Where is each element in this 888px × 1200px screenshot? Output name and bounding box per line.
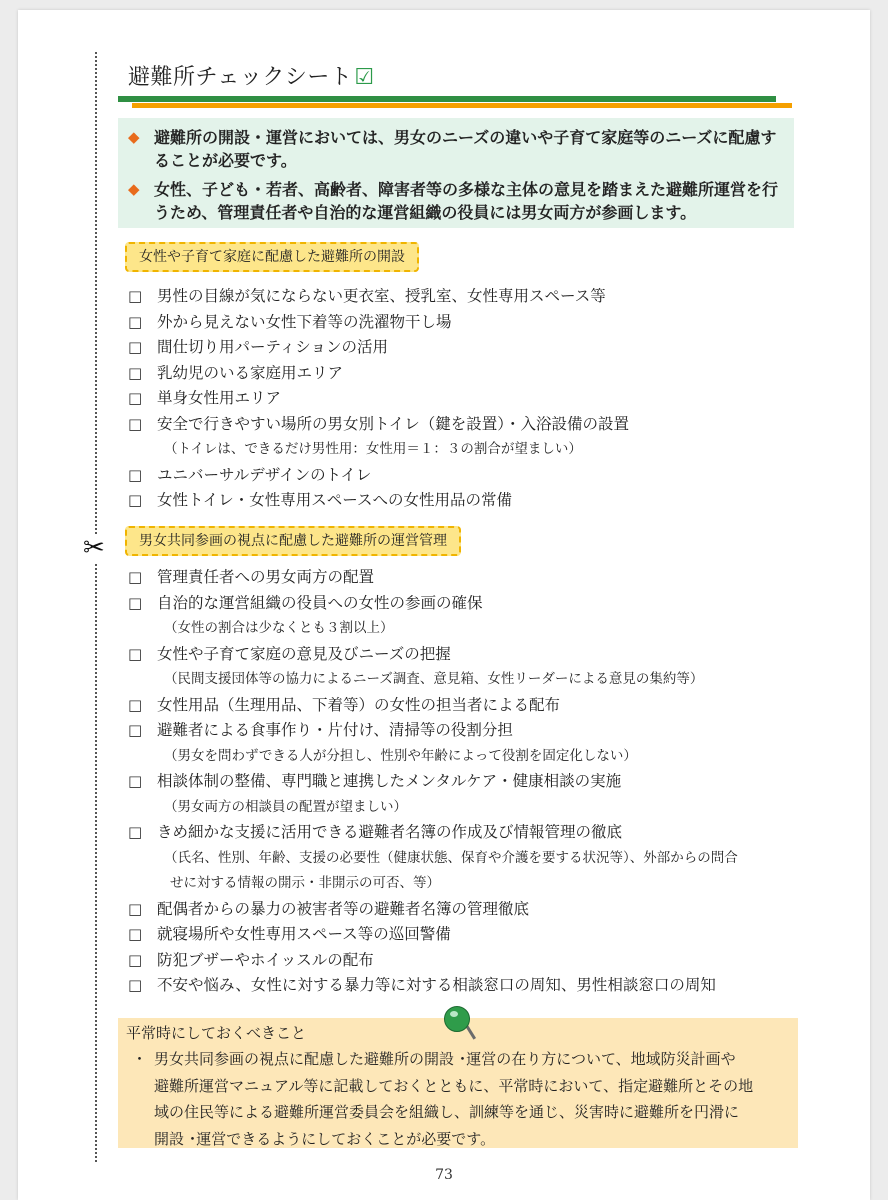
normal-time-body [126, 1046, 788, 1152]
checkbox-icon[interactable]: □ [128, 465, 143, 484]
checkbox-icon[interactable]: □ [128, 287, 143, 305]
checkbox-icon[interactable]: □ [128, 312, 143, 331]
checkbox-icon[interactable]: □ [128, 721, 143, 739]
title-rule-orange [132, 103, 792, 108]
scissors-icon: ✂ [83, 533, 105, 563]
intro-text: 避難所の開設・運営においては、男女のニーズの違いや子育て家庭等のニーズに配慮することが必要です。 [154, 128, 777, 170]
checklist-item [128, 565, 808, 591]
checklist-opening [128, 284, 808, 514]
title-rule-green [118, 96, 776, 102]
intro-item [128, 126, 782, 172]
checklist-item [128, 284, 808, 310]
checklist-item [128, 718, 808, 744]
checkbox-icon[interactable]: □ [128, 976, 143, 994]
checklist-item-text: 配偶者からの暴力の被害者等の避難者名簿の管理徹底 [157, 899, 530, 918]
checklist-item-text: 避難者による食事作り・片付け、清掃等の役割分担 [157, 721, 513, 739]
checklist-item-note: （男女両方の相談員の配置が望ましい） [164, 798, 407, 815]
checklist-item-note: （民間支援団体等の協力によるニーズ調査、意見箱、女性リーダーによる意見の集約等） [164, 671, 704, 687]
checklist-item-text: 女性トイレ・女性専用スペースへの女性用品の常備 [157, 491, 512, 509]
checklist-item-text: 相談体制の整備、専門職と連携したメンタルケア・健康相談の実施 [157, 772, 622, 790]
checklist-item-text: 間仕切り用パーティションの活用 [157, 338, 388, 356]
normal-time-line: 避難所運営マニュアル等に記載しておくとともに、平常時において、指定避難所とその地 [154, 1076, 754, 1095]
checklist-item [128, 769, 808, 795]
checklist-item-text: 防犯ブザーやホイッスルの配布 [157, 950, 374, 969]
checklist-item-text: きめ細かな支援に活用できる避難者名簿の作成及び情報管理の徹底 [157, 823, 623, 841]
checkbox-icon[interactable]: □ [128, 414, 143, 433]
checklist-item-text: 乳幼児のいる家庭用エリア [157, 363, 344, 382]
checklist-item-text: 管理責任者への男女両方の配置 [157, 568, 375, 586]
checkbox-icon[interactable]: □ [128, 338, 143, 356]
checkbox-icon[interactable]: □ [128, 925, 143, 943]
page-title [128, 60, 375, 91]
checkbox-checked-icon: ☑ [354, 65, 375, 90]
checkbox-icon[interactable]: □ [128, 491, 143, 509]
checklist-item-text: ユニバーサルデザインのトイレ [157, 465, 372, 484]
checklist-item-text: 安全で行きやすい場所の男女別トイレ（鍵を設置）・入浴設備の設置 [157, 414, 629, 433]
checkbox-icon[interactable]: □ [128, 568, 143, 586]
normal-time-box [118, 1018, 798, 1148]
checkbox-icon[interactable]: □ [128, 823, 143, 841]
checklist-item [128, 488, 808, 514]
checklist-item [128, 412, 808, 438]
checklist-item-text: 就寝場所や女性専用スペース等の巡回警備 [157, 925, 451, 943]
page-number: 73 [435, 1167, 453, 1183]
checkbox-icon[interactable]: □ [128, 695, 143, 714]
checklist-item [128, 335, 808, 361]
checkbox-icon[interactable]: □ [128, 950, 143, 969]
checklist-item-note: （男女を問わずできる人が分担し、性別や年齢によって役割を固定化しない） [164, 747, 637, 764]
checklist-item-text: 外から見えない女性下着等の洗濯物干し場 [157, 312, 452, 331]
normal-time-line: 域の住民等による避難所運営委員会を組織し、訓練等を通じ、災害時に避難所を円滑に [154, 1103, 740, 1121]
cut-line [95, 52, 97, 1162]
intro-item [128, 178, 782, 224]
checklist-item [128, 361, 808, 387]
title-text: 避難所チェックシート [128, 65, 353, 90]
checklist-item-text: 女性用品（生理用品、下着等）の女性の担当者による配布 [157, 695, 561, 714]
checklist-item [128, 897, 808, 923]
checklist-item-text: 単身女性用エリア [157, 389, 282, 407]
checklist-item-text: 女性や子育て家庭の意見及びニーズの把握 [157, 644, 451, 663]
checklist-item-note: （氏名、性別、年齢、支援の必要性（健康状態、保育や介護を要する状況等）、外部からの問合 [164, 849, 738, 866]
checklist-item [128, 386, 808, 412]
checklist-item [128, 820, 808, 846]
checklist-item-text: 自治的な運営組織の役員への女性の参画の確保 [157, 593, 483, 612]
diamond-bullet-icon: ◆ [128, 128, 140, 146]
checklist-item [128, 973, 808, 999]
normal-time-line: 開設 ･運営できるようにしておくことが必要です。 [154, 1129, 496, 1148]
checkbox-icon[interactable]: □ [128, 363, 143, 382]
checkbox-icon[interactable]: □ [128, 644, 143, 663]
checklist-item [128, 642, 808, 668]
pushpin-highlight [450, 1011, 458, 1017]
checklist-management [128, 565, 808, 999]
checklist-item-note: （女性の割合は少なくとも３割以上） [164, 620, 394, 636]
bullet: ・ [132, 1050, 148, 1068]
checklist-item-note: （トイレは、できるだけ男性用：女性用＝１：３の割合が望ましい） [164, 441, 582, 457]
checklist-item [128, 948, 808, 974]
diamond-bullet-icon: ◆ [128, 180, 140, 198]
normal-time-heading: 平常時にしておくべきこと [126, 1024, 307, 1042]
checklist-item [128, 463, 808, 489]
checkbox-icon[interactable]: □ [128, 389, 143, 407]
checklist-item [128, 310, 808, 336]
intro-box [118, 118, 794, 228]
section-heading-opening: 女性や子育て家庭に配慮した避難所の開設 [125, 242, 419, 272]
section-heading-management: 男女共同参画の視点に配慮した避難所の運営管理 [125, 526, 461, 556]
checklist-item-text: 男性の目線が気にならない更衣室、授乳室、女性専用スペース等 [157, 287, 606, 305]
checklist-item [128, 922, 808, 948]
checkbox-icon[interactable]: □ [128, 593, 143, 612]
checklist-item-text: 不安や悩み、女性に対する暴力等に対する相談窓口の周知、男性相談窓口の周知 [157, 976, 716, 994]
checklist-item-note: せに対する情報の開示・非開示の可否、等） [170, 875, 440, 891]
intro-text: 女性、子ども・若者、高齢者、障害者等の多様な主体の意見を踏まえた避難所運営を行うため、管理責任者や自治的な運営組織の役員には男女両方が参画します。 [154, 180, 779, 222]
pushpin-icon [444, 1006, 470, 1032]
checkbox-icon[interactable]: □ [128, 899, 143, 918]
checklist-item [128, 693, 808, 719]
checklist-item [128, 591, 808, 617]
checkbox-icon[interactable]: □ [128, 772, 143, 790]
normal-time-line: 男女共同参画の視点に配慮した避難所の開設 ･運営の在り方について、地域防災計画や [154, 1050, 736, 1068]
